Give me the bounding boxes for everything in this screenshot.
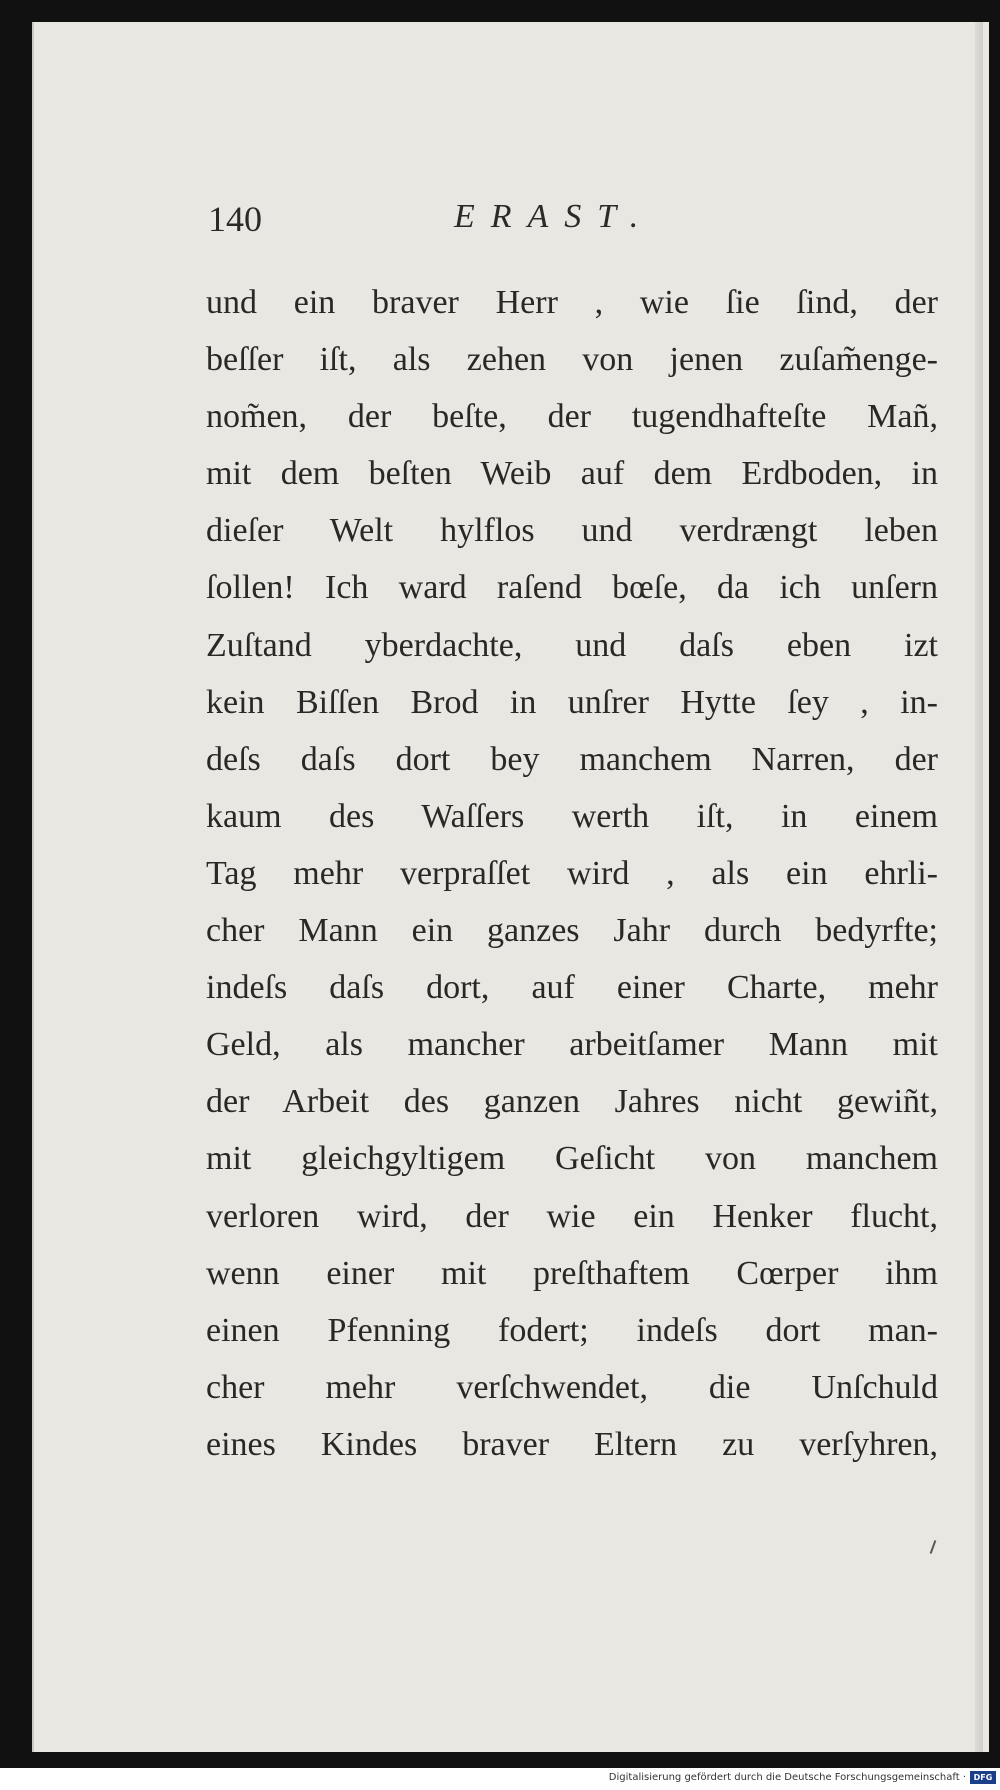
text-line: mit dem beſten Weib auf dem Erdboden, in [206,455,938,493]
text-line: verloren wird, der wie ein Henker flucht, [206,1197,938,1235]
running-title: ERAST. [454,198,655,235]
text-line: nom̃en, der beſte, der tugendhafteſte Mañ, [206,398,938,436]
page-header [34,198,989,248]
page-edge [975,22,983,1752]
text-line: beſſer iſt, als zehen von jenen zuſam̃enge- [206,341,938,379]
text-line: indeſs daſs dort, auf einer Charte, mehr [206,969,938,1007]
footer [0,1768,1000,1790]
text-line: kaum des Waſſers werth iſt, in einem [206,797,938,835]
text-line: wenn einer mit preſthaftem Cœrper ihm [206,1254,938,1292]
digitization-credit: Digitalisierung gefördert durch die Deutsche Forschungsgemeinschaft · [608,1772,966,1783]
text-line: deſs daſs dort bey manchem Narren, der [206,740,938,778]
book-page [32,22,989,1752]
text-line: ſollen! Ich ward raſend bœſe, da ich unſern [206,569,938,607]
text-line: mit gleichgyltigem Geſicht von manchem [206,1140,938,1178]
dfg-logo: DFG [970,1771,996,1784]
text-line: der Arbeit des ganzen Jahres nicht gewiñt, [206,1083,938,1121]
text-line: einen Pfenning fodert; indeſs dort man- [206,1311,938,1349]
text-line: Zuſtand yberdachte, und daſs eben izt [206,626,938,664]
text-line: cher Mann ein ganzes Jahr durch bedyrfte; [206,912,938,950]
text-line: und ein braver Herr , wie ſie ſind, der [206,284,938,321]
text-line: Tag mehr verpraſſet wird , als ein ehrli- [206,854,938,892]
page-number: 140 [208,199,262,239]
body-text [206,274,938,1473]
text-line: cher mehr verſchwendet, die Unſchuld [206,1368,938,1406]
text-line: kein Biſſen Brod in unſrer Hytte ſey , in- [206,683,938,721]
text-line: dieſer Welt hylflos und verdrængt leben [206,512,938,550]
text-line: Geld, als mancher arbeitſamer Mann mit [206,1026,938,1064]
text-line: eines Kindes braver Eltern zu verſyhren, [206,1425,938,1463]
